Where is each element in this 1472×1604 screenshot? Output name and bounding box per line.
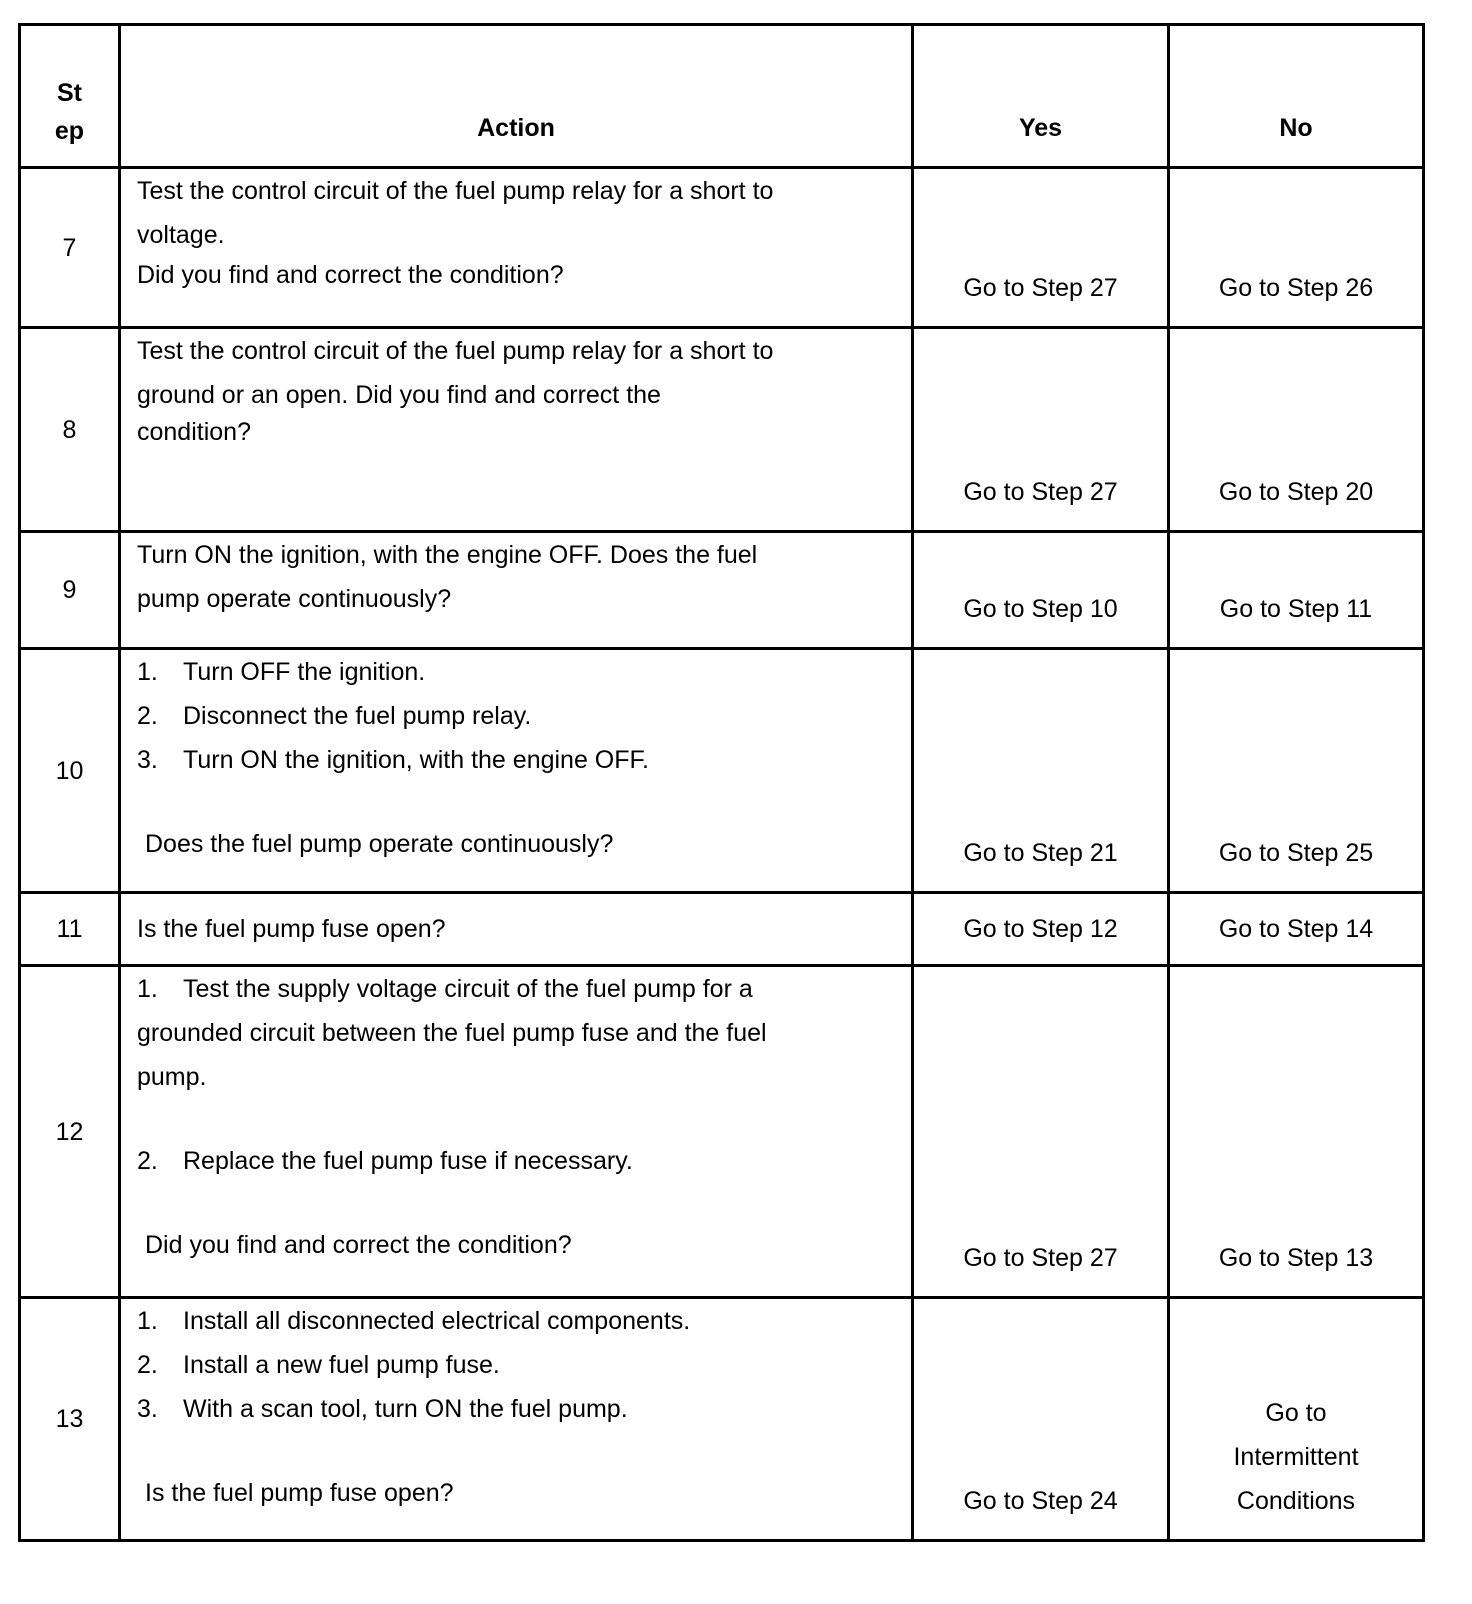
action-cell [120,1298,913,1541]
list-number: 1. [137,1307,158,1335]
list-text: Install a new fuel pump fuse. [183,1351,500,1379]
table-row [20,532,1424,649]
yes-cell: Go to Step 24 [913,1298,1169,1541]
yes-cell: Go to Step 12 [913,893,1169,966]
table-row [20,1298,1424,1541]
list-text-line: pump. [137,1063,207,1091]
action-cell [120,649,913,893]
action-line: voltage. [137,221,225,249]
header-step-line2: ep [54,117,85,145]
diagnostic-table [18,23,1425,1542]
yes-cell: Go to Step 21 [913,649,1169,893]
action-cell [120,966,913,1298]
yes-cell: Go to Step 27 [913,168,1169,328]
list-number: 2. [137,1147,158,1175]
step-number: 12 [20,966,120,1298]
no-cell: Go to Step 20 [1169,328,1424,532]
action-line: pump operate continuously? [137,585,452,613]
action-line: Is the fuel pump fuse open? [137,915,446,943]
list-text: Test the supply voltage circuit of the fuel pump for a [183,975,753,1003]
action-cell [120,893,913,966]
no-cell: Go to Step 14 [1169,893,1424,966]
step-number: 13 [20,1298,120,1541]
list-item [137,694,897,738]
yes-cell: Go to Step 10 [913,532,1169,649]
no-cell: Go to Step 11 [1169,532,1424,649]
header-action: Action [120,25,913,168]
header-yes: Yes [913,25,1169,168]
question: Is the fuel pump fuse open? [145,1479,454,1507]
list-number: 2. [137,702,158,730]
step-number: 7 [20,168,120,328]
list-text: Turn OFF the ignition. [183,658,426,686]
list-number: 1. [137,975,158,1003]
no-cell: Go to Step 25 [1169,649,1424,893]
list-text: With a scan tool, turn ON the fuel pump. [183,1395,628,1423]
question: Does the fuel pump operate continuously? [145,830,614,858]
list-text-line: grounded circuit between the fuel pump fuse and the fuel [137,1019,767,1047]
action-cell [120,532,913,649]
action-line: Test the control circuit of the fuel pump relay for a short to [137,177,774,205]
no-line: Go to [1265,1399,1327,1427]
list-text: Install all disconnected electrical components. [183,1307,691,1335]
list-item [137,738,897,782]
table-row [20,966,1424,1298]
list-item [137,1139,897,1183]
step-number: 10 [20,649,120,893]
header-step [20,25,120,168]
step-number: 11 [20,893,120,966]
list-number: 1. [137,658,158,686]
table-row [20,168,1424,328]
no-line: Intermittent [1233,1443,1359,1471]
list-text: Disconnect the fuel pump relay. [183,702,532,730]
no-line: Conditions [1236,1487,1356,1515]
header-no: No [1169,25,1424,168]
yes-cell: Go to Step 27 [913,328,1169,532]
list-text: Turn ON the ignition, with the engine OFF. [183,746,649,774]
list-number: 3. [137,1395,158,1423]
step-number: 9 [20,532,120,649]
table-row [20,893,1424,966]
header-step-line1: St [57,79,82,107]
header-row [20,25,1424,168]
no-cell [1169,1298,1424,1541]
list-number: 2. [137,1351,158,1379]
yes-cell: Go to Step 27 [913,966,1169,1298]
table-row [20,328,1424,532]
action-cell [120,328,913,532]
list-number: 3. [137,746,158,774]
list-item [137,1343,897,1387]
list-item [137,650,897,694]
question: Did you find and correct the condition? [145,1231,572,1259]
step-number: 8 [20,328,120,532]
action-line: Did you find and correct the condition? [137,261,564,289]
list-item [137,967,897,1011]
action-line: Turn ON the ignition, with the engine OFF. Does the fuel [137,541,758,569]
list-item [137,1387,897,1431]
list-text: Replace the fuel pump fuse if necessary. [183,1147,633,1175]
no-cell: Go to Step 26 [1169,168,1424,328]
action-line: condition? [137,418,251,446]
action-line: Test the control circuit of the fuel pump relay for a short to [137,337,774,365]
no-cell: Go to Step 13 [1169,966,1424,1298]
action-cell [120,168,913,328]
action-line: ground or an open. Did you find and correct the [137,381,661,409]
table-row [20,649,1424,893]
list-item [137,1299,897,1343]
